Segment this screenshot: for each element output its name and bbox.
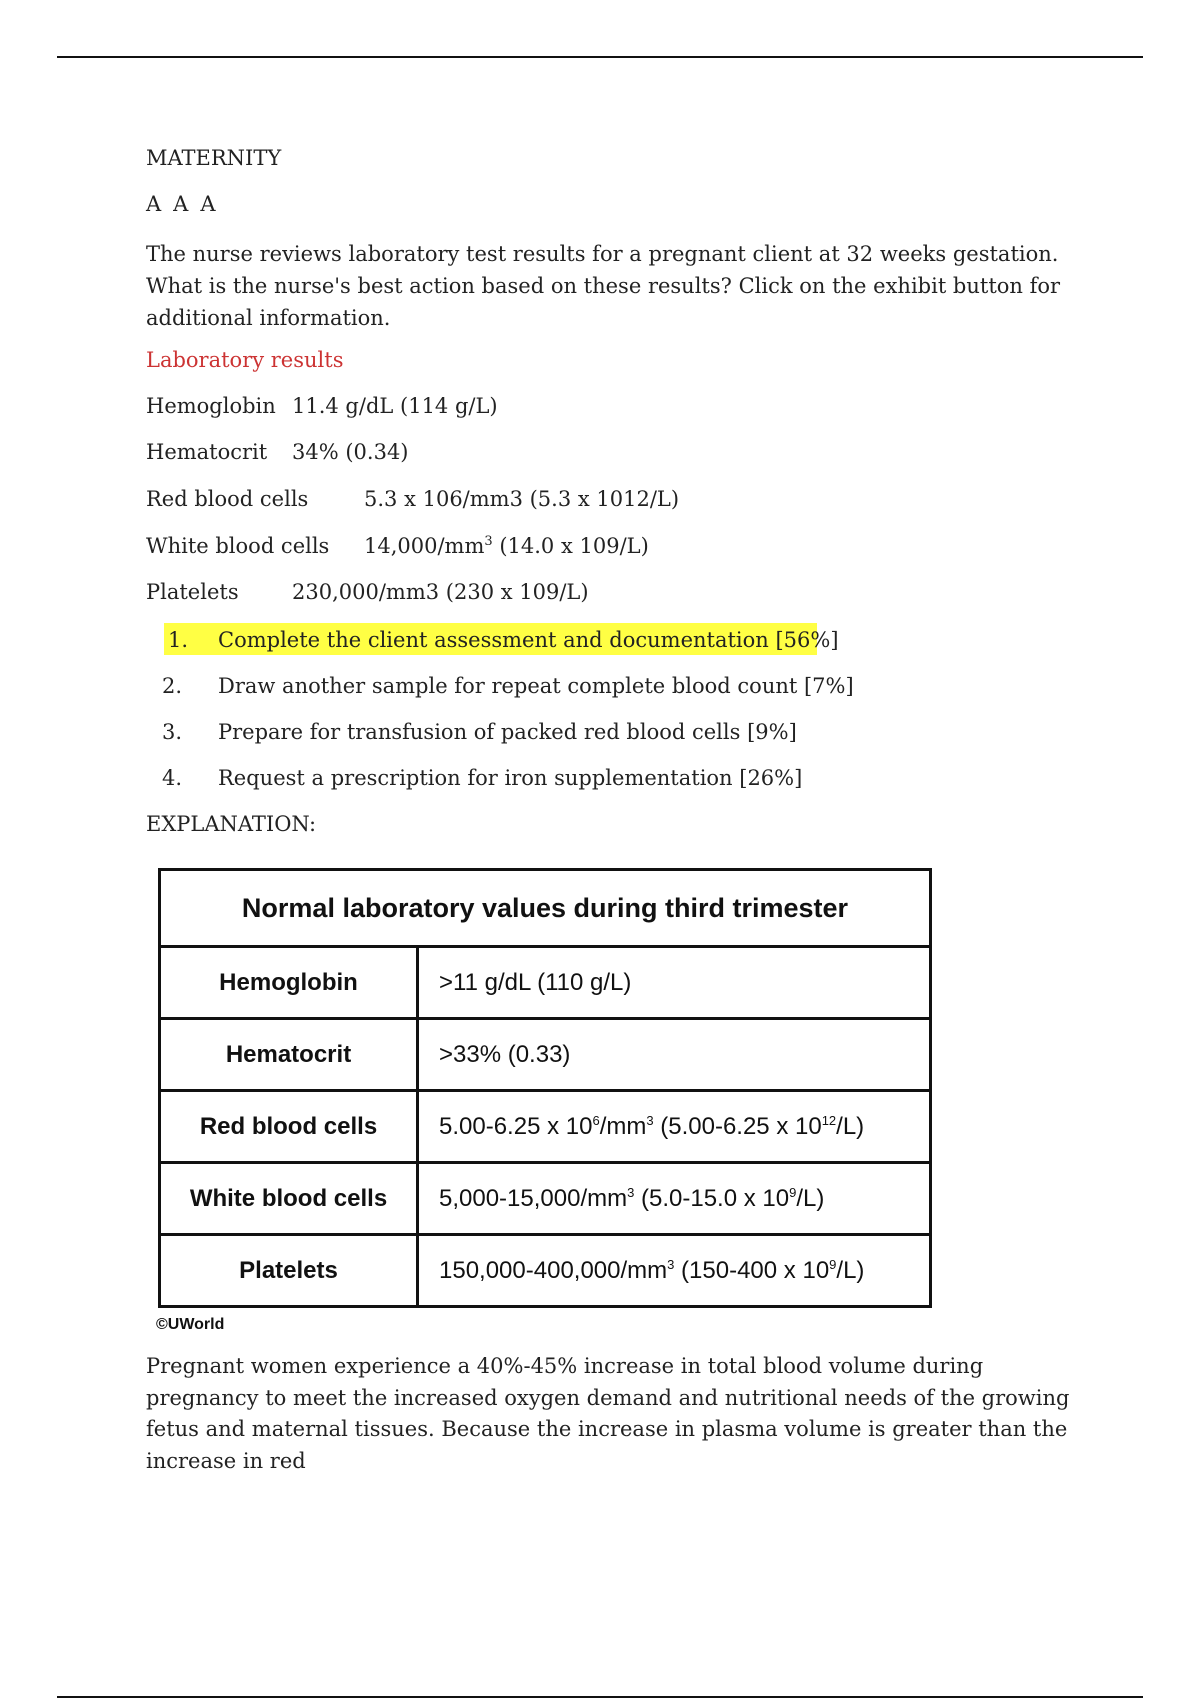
lab-results-title: Laboratory results (146, 348, 344, 372)
option-text: Request a prescription for iron supplementation [26%] (218, 766, 803, 790)
lab-name: Red blood cells (146, 487, 309, 511)
option-number: 3. (162, 720, 183, 744)
table-cell-value: 5.00-6.25 x $10^6/mm^3$ (5.00-6.25 x $10^{12}/L$) (418, 1091, 931, 1163)
table-cell-name: Hemoglobin (160, 947, 418, 1019)
table-cell-value: $150,000-400,000/mm^3$ (150-400 x $10^9/L$) (418, 1235, 931, 1307)
top-rule (57, 56, 1143, 58)
table-cell-name: Platelets (160, 1235, 418, 1307)
table-cell-value: >33% (0.33) (418, 1019, 931, 1091)
table-row (160, 1163, 931, 1235)
table-cell-value: >11 g/dL (110 g/L) (418, 947, 931, 1019)
table-cell-value: $5,000-15,000/mm^3$ (5.0-15.0 x $10^9/L$) (418, 1163, 931, 1235)
explanation-paragraph: Pregnant women experience a 40%-45% increase in total blood volume during pregnancy to meet the increased oxygen demand and nutritional needs of the growing fetus and maternal tissues. Because the increase in plasma volume is greater than the increase in red (146, 1354, 1070, 1473)
lab-row-red-blood-cells (146, 487, 680, 511)
normal-values-table (158, 868, 932, 1308)
lab-value: $14,000/mm^3$ (14.0 x 109/L) (364, 534, 649, 558)
table-cell-name: Red blood cells (160, 1091, 418, 1163)
table-cell-name: Hematocrit (160, 1019, 418, 1091)
option-text: Complete the client assessment and documentation [56%] (218, 628, 839, 652)
option-number: 1. (168, 628, 189, 652)
copyright-label: ©UWorld (156, 1316, 225, 1333)
font-small-button[interactable]: A (146, 192, 162, 216)
question-stem: The nurse reviews laboratory test results for a pregnant client at 32 weeks gestation. What is the nurse's best action based on these results? Click on the exhibit button for additional information. (146, 242, 1061, 330)
explanation-label: EXPLANATION: (146, 812, 317, 836)
option-text: Prepare for transfusion of packed red blood cells [9%] (218, 720, 797, 744)
category-label: MATERNITY (146, 146, 282, 170)
lab-value: 11.4 g/dL (114 g/L) (292, 394, 498, 418)
font-large-button[interactable]: A (200, 192, 216, 216)
table-row (160, 1235, 931, 1307)
option-number: 4. (162, 766, 183, 790)
lab-value: 230,000/mm3 (230 x 109/L) (292, 580, 589, 604)
option-text: Draw another sample for repeat complete blood count [7%] (218, 674, 854, 698)
bottom-rule (57, 1696, 1143, 1698)
lab-value: 34% (0.34) (292, 440, 409, 464)
font-size-controls (146, 192, 228, 216)
lab-name: Platelets (146, 580, 239, 604)
lab-name: Hemoglobin (146, 394, 276, 418)
lab-row-platelets (146, 580, 589, 604)
table-row (160, 1091, 931, 1163)
font-medium-button[interactable]: A (173, 192, 189, 216)
table-row (160, 1019, 931, 1091)
table-cell-name: White blood cells (160, 1163, 418, 1235)
lab-name: White blood cells (146, 534, 330, 558)
table-title: Normal laboratory values during third trimester (160, 870, 931, 947)
lab-row-white-blood-cells (146, 534, 649, 558)
lab-row-hematocrit (146, 440, 409, 464)
option-number: 2. (162, 674, 183, 698)
lab-row-hemoglobin (146, 394, 498, 418)
table-row (160, 947, 931, 1019)
lab-value: 5.3 x 106/mm3 (5.3 x 1012/L) (364, 487, 680, 511)
table-header-row (160, 870, 931, 947)
lab-name: Hematocrit (146, 440, 268, 464)
